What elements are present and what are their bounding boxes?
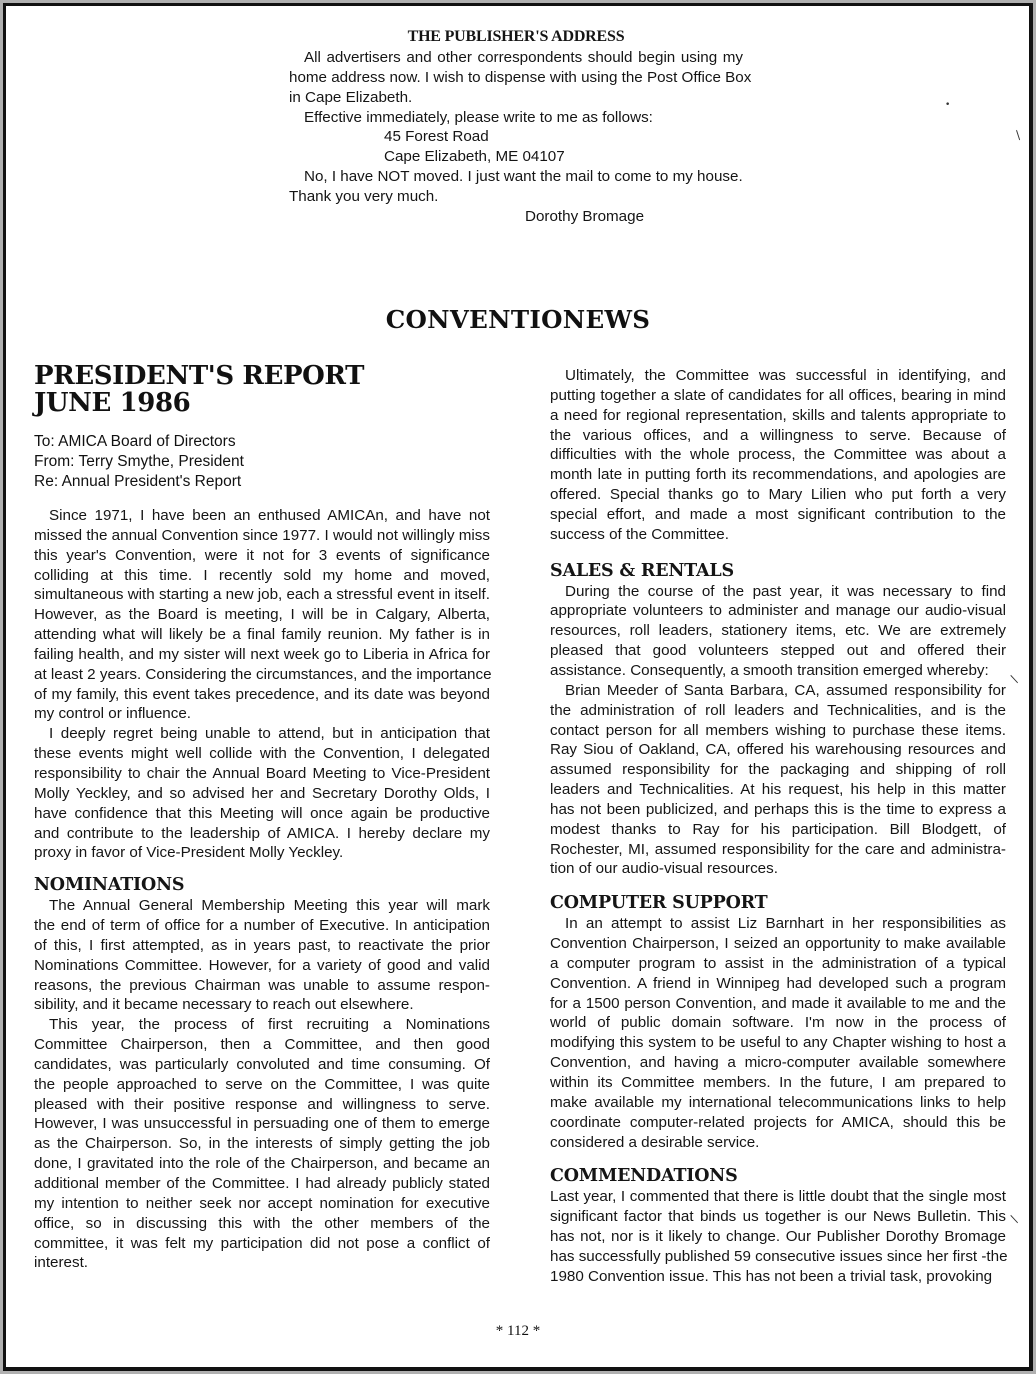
notice-line: home address now. I wish to dispense with using the Post Office Box xyxy=(289,68,752,86)
text-line: the end of term of office for a number of Executive. In anticipation xyxy=(34,917,490,935)
address-street: 45 Forest Road xyxy=(384,128,489,146)
text-line: I deeply regret being unable to attend, but in anticipation that xyxy=(49,725,490,743)
scan-speck: • xyxy=(945,100,951,110)
section-heading: NOMINATIONS xyxy=(34,875,185,896)
text-line: simultaneous with starting a new job, each a stressful event in itself. xyxy=(34,586,490,604)
text-line: responsibility to chair the Annual Board Meeting to Vice-President xyxy=(34,764,490,782)
text-line: failing health, and my sister will next week go to Liberia in Africa for xyxy=(34,645,490,663)
text-line: missed the annual Convention since 1977. I would not willingly miss xyxy=(34,526,490,544)
paragraph xyxy=(550,366,1006,545)
text-line: Since 1971, I have been an enthused AMICAn, and have not xyxy=(49,507,490,524)
text-line: During the course of the past year, it was necessary to find xyxy=(565,582,1006,600)
text-line: world of public domain software. I'm now in the process of xyxy=(550,1014,1006,1032)
text-line: a need for regional representation, skills and talents appropriate to xyxy=(550,406,1006,424)
memo-header xyxy=(34,432,490,492)
text-line: these events might well collide with the Convention, I delegated xyxy=(34,745,490,763)
text-line: Last year, I commented that there is little doubt that the single most xyxy=(550,1188,1006,1206)
text-line: resources, roll leaders, stationery items, etc. We are extremely xyxy=(550,622,1006,640)
text-line: committee, it was felt my participation did not pose a conflict of xyxy=(34,1234,490,1252)
memo-from: From: Terry Smythe, President xyxy=(34,453,244,470)
text-line: office, so in discussing this with the other members of the xyxy=(34,1214,490,1232)
paragraph xyxy=(550,914,1006,1152)
notice-effective: Effective immediately, please write to me as follows: xyxy=(304,108,653,126)
text-line: difficulties with the whole process, the Committee was about a xyxy=(550,446,1006,464)
text-line: offered. Special thanks go to Mary Lilien who put forth a very xyxy=(550,486,1006,504)
section-heading: COMPUTER SUPPORT xyxy=(550,893,768,914)
text-line: candidates, was particularly convoluted and time consuming. Of xyxy=(34,1055,490,1073)
scan-mark: / xyxy=(1012,128,1024,142)
text-line: the people approached to serve on the Committee, I was quite xyxy=(34,1075,490,1093)
text-line: However, as the Board is meeting, I will be in Calgary, Alberta, xyxy=(34,606,490,624)
page-number: * 112 * xyxy=(495,1323,541,1339)
section-heading: COMMENDATIONS xyxy=(550,1166,738,1187)
report-body-left xyxy=(34,506,490,1273)
text-line: Committee Chairperson, then a Committee, and then good xyxy=(34,1036,490,1054)
paragraph xyxy=(34,724,490,863)
text-line: Rochester, MI, assumed responsibility for the care and administra- xyxy=(550,840,1006,858)
left-column xyxy=(34,363,490,1273)
publisher-address-notice xyxy=(289,26,752,227)
report-date: JUNE 1986 xyxy=(34,388,191,418)
text-line: of my family, this event takes precedence, and its date was beyond xyxy=(34,685,490,703)
notice-not-moved: No, I have NOT moved. I just want the mail to come to my house. xyxy=(304,168,743,186)
text-line: month late in putting forth its recommendations, and apologies are xyxy=(550,466,1006,484)
text-line: sibility, and it became necessary to reach out elsewhere. xyxy=(34,996,414,1014)
text-line: my control or influence. xyxy=(34,705,192,723)
paragraph xyxy=(34,1015,490,1273)
text-line: contact person for all members wishing to purchase these items. xyxy=(550,721,1006,739)
text-line: Ray Siou of Oakland, CA, offered his warehousing resources and xyxy=(550,741,1006,759)
text-line: However, I was unsuccessful in persuading one of them to emerge xyxy=(34,1115,490,1133)
text-line: proxy in favor of Vice-President Molly Yeckley. xyxy=(34,844,344,862)
text-line: reasons, the previous Chairman was unable to assume respon- xyxy=(34,976,490,994)
paragraph xyxy=(34,896,490,1015)
text-line: Convention, and having a micro-computer available somewhere xyxy=(550,1054,1006,1072)
report-body-right xyxy=(550,366,1006,1287)
text-line: Convention Chairperson, I seized an opportunity to make available xyxy=(550,935,1006,953)
memo-re: Re: Annual President's Report xyxy=(34,473,242,490)
paragraph xyxy=(550,681,1006,879)
notice-line: in Cape Elizabeth. xyxy=(289,88,413,106)
section-heading: SALES & RENTALS xyxy=(550,560,734,581)
signature: Dorothy Bromage xyxy=(525,207,645,225)
text-line: as the Chairperson. So, in the interests of simply getting the job xyxy=(34,1135,490,1153)
text-line: tion of our audio-visual resources. xyxy=(550,860,778,878)
text-line: my intention to neither seek nor accept nomination for executive xyxy=(34,1194,490,1212)
text-line: success of the Committee. xyxy=(550,525,729,543)
text-line: and contribute to the leadership of AMICA. I hereby declare my xyxy=(34,824,490,842)
address-city: Cape Elizabeth, ME 04107 xyxy=(384,148,565,166)
text-line: at least 2 years. Considering the circumstances, and the importance xyxy=(34,665,492,683)
notice-line: All advertisers and other correspondents should begin using my xyxy=(304,49,743,66)
text-line: 1980 Convention issue. This has not been a trivial task, provoking xyxy=(550,1267,993,1285)
notice-thanks: Thank you very much. xyxy=(289,187,439,205)
memo-to: To: AMICA Board of Directors xyxy=(34,433,236,450)
text-line: the various offices, and a willingness to serve. Because of xyxy=(550,426,1006,444)
text-line: within its Committee members. In the future, I am prepared to xyxy=(550,1074,1006,1091)
paragraph xyxy=(550,582,1006,681)
text-line: Brian Meeder of Santa Barbara, CA, assumed responsibility for xyxy=(565,681,1006,699)
report-title xyxy=(34,363,490,417)
text-line: appropriate volunteers to administer and manage our audio-visual xyxy=(550,602,1006,620)
paragraph xyxy=(550,1187,1006,1286)
text-line: make available my international telecommunications links to help xyxy=(550,1093,1006,1111)
text-line: a computer program to assist in the administration of a typical xyxy=(550,954,1006,972)
text-line: Convention. A friend in Winnipeg had developed such a program xyxy=(550,974,1006,992)
text-line: This year, the process of first recruiting a Nominations xyxy=(49,1016,490,1034)
text-line: additional member of the Committee. I had already publicly stated xyxy=(34,1175,490,1192)
text-line: for a 1500 person Convention, and made it available to me and the xyxy=(550,994,1006,1012)
text-line: considered a desirable service. xyxy=(550,1133,760,1151)
text-line: interest. xyxy=(34,1254,89,1272)
text-line: pleased that good volunteers stepped out and offered their xyxy=(550,642,1006,660)
text-line: Molly Yeckley, and so advised her and Secretary Dorothy Olds, I xyxy=(34,784,490,802)
text-line: assumed responsibility for the packaging and shipping of roll xyxy=(550,761,1006,779)
text-line: have confidence that this Meeting will once again be productive xyxy=(34,804,490,822)
text-line: pleased with their positive response and willingness to serve. xyxy=(34,1095,490,1113)
paragraph xyxy=(34,506,490,724)
text-line: of this, I first attempted, as in years past, to reactivate the prior xyxy=(34,936,490,954)
publisher-address-title: THE PUBLISHER'S ADDRESS xyxy=(407,28,625,45)
report-title-line: PRESIDENT'S REPORT xyxy=(34,361,365,391)
masthead-title: CONVENTIONEWS xyxy=(385,305,651,334)
text-line: the administration of roll leaders and Technicalities, and is the xyxy=(550,701,1006,719)
text-line: special effort, and made a most significant contribution to the xyxy=(550,505,1006,523)
text-line: done, I gravitated into the role of the Chairperson, and became an xyxy=(34,1155,490,1173)
text-line: assistance. Consequently, a smooth transition emerged whereby: xyxy=(550,661,989,679)
text-line: attending what will likely be a final family reunion. My father is in xyxy=(34,626,490,644)
text-line: The Annual General Membership Meeting this year will mark xyxy=(49,897,490,915)
text-line: coordinate computer-related projects for AMICA, should this be xyxy=(550,1113,1006,1131)
text-line: Ultimately, the Committee was successful in identifying, and xyxy=(565,367,1006,384)
text-line: modest thanks to Ray for his participation. Bill Blodgett, of xyxy=(550,820,1006,838)
text-line: putting together a slate of candidates for all offices, bearing in mind xyxy=(550,386,1006,404)
text-line: Nominations Committee. However, for a variety of good and valid xyxy=(34,956,490,974)
text-line: has not been publicized, and perhaps this is the time to express a xyxy=(550,800,1006,818)
scan-mark: / xyxy=(1006,1213,1022,1225)
text-line: significant factor that binds us together is our News Bulletin. This xyxy=(550,1208,1006,1226)
right-column xyxy=(550,366,1006,1287)
text-line: leaders and Technicalities. At his request, his help in this matter xyxy=(550,781,1006,799)
text-line: In an attempt to assist Liz Barnhart in her responsibilities as xyxy=(565,915,1006,933)
text-line: has successfully published 59 consecutive issues since her first -the xyxy=(550,1247,1008,1265)
text-line: this year's Convention, were it not for 3 events of significance xyxy=(34,546,490,564)
text-line: colliding at this time. I recently sold my home and moved, xyxy=(34,566,490,584)
text-line: has not, nor is it likely to change. Our Publisher Dorothy Bromage xyxy=(550,1228,1006,1246)
scan-mark: / xyxy=(1006,673,1022,685)
text-line: modifying this system to be useful to any Chapter wishing to host a xyxy=(550,1034,1006,1052)
